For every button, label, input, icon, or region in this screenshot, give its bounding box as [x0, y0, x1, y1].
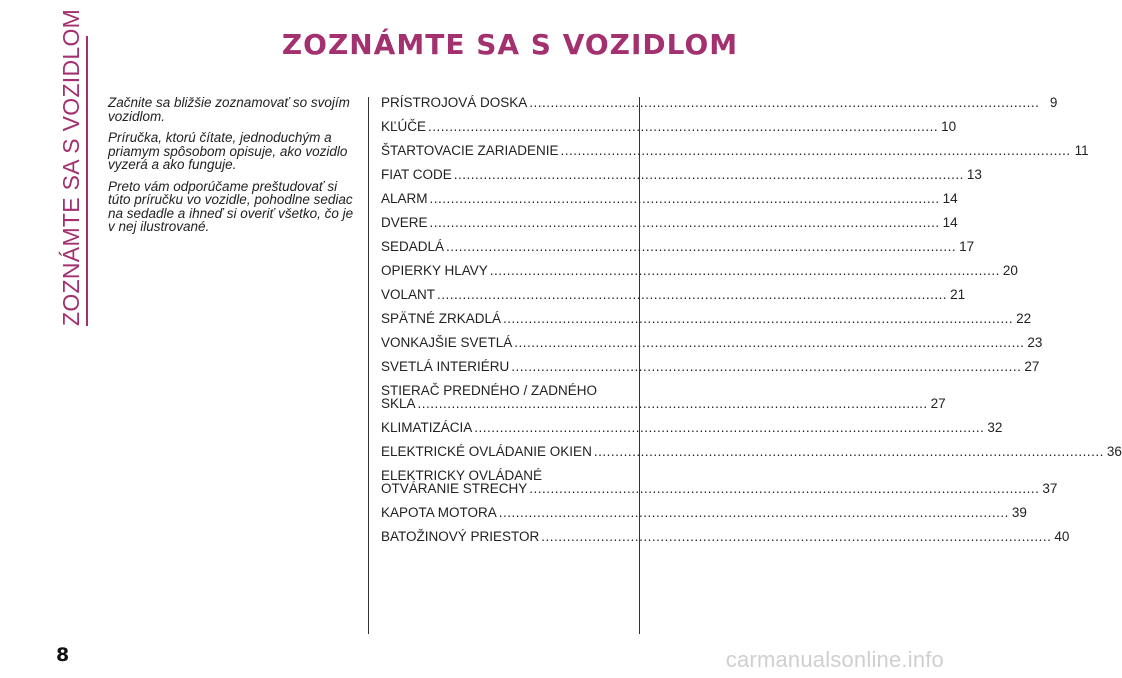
toc-entry[interactable] [381, 420, 1003, 435]
toc-entry[interactable] [381, 119, 957, 134]
toc-entry-line [381, 119, 957, 134]
toc-entry-title: VONKAJŠIE SVETLÁ [381, 335, 513, 350]
toc-entry-title: OPIERKY HLAVY [381, 263, 488, 278]
toc-leader-dots: ........................................................................................................................ [429, 191, 940, 206]
toc-entry-line [381, 167, 982, 182]
toc-entry-line [381, 95, 1058, 110]
toc-entry-line [381, 359, 1040, 374]
toc-entry-title-line1: ELEKTRICKY OVLÁDANÉ [381, 468, 543, 483]
toc-entry-page: 40 [1054, 529, 1070, 544]
toc-entry-page: 17 [959, 239, 975, 254]
toc-entry-page: 21 [950, 287, 966, 302]
toc-entry[interactable] [381, 311, 1032, 326]
toc-entry-title: ŠTARTOVACIE ZARIADENIE [381, 143, 559, 158]
toc-entry[interactable] [381, 529, 1070, 544]
toc-leader-dots: ........................................................................................................................ [417, 396, 928, 411]
toc-entry-page: 13 [966, 167, 982, 182]
toc-entry-page: 27 [930, 396, 946, 411]
toc-entry-page: 22 [1016, 311, 1032, 326]
toc-entry[interactable] [381, 191, 958, 206]
toc-entry-line [381, 215, 958, 230]
toc-leader-dots: ........................................................................................................................ [428, 119, 939, 134]
toc-entry-page: 11 [1074, 143, 1089, 158]
toc-leader-dots: ........................................................................................................................ [429, 215, 940, 230]
toc-entry-title: VOLANT [381, 287, 436, 302]
toc-entry[interactable] [381, 263, 1018, 278]
toc-entry-page: 14 [942, 215, 958, 230]
table-of-contents [381, 95, 1122, 554]
toc-entry-title: ALARM [381, 191, 428, 206]
toc-entry-page: 32 [987, 420, 1003, 435]
toc-entry-line [381, 529, 1070, 544]
toc-entry[interactable] [381, 143, 1089, 158]
toc-entry[interactable] [381, 335, 1043, 350]
toc-entry[interactable] [381, 215, 958, 230]
toc-entry-line [381, 505, 1027, 520]
intro-paragraph-1: Začnite sa bližšie zoznamovať so svojím vozidlom. [108, 95, 350, 124]
side-section-title-text: ZOZNÁMTE SA S VOZIDLOM [58, 8, 84, 326]
toc-entry-page: 20 [1002, 263, 1018, 278]
toc-entry-title: FIAT CODE [381, 167, 452, 182]
toc-leader-dots: ........................................................................................................................ [529, 481, 1040, 496]
toc-leader-dots: ........................................................................................................................ [446, 239, 957, 254]
toc-entry-title: KĽÚČE [381, 119, 427, 134]
toc-entry[interactable] [381, 383, 946, 411]
toc-entry-line [381, 311, 1032, 326]
toc-leader-dots: ........................................................................................................................ [529, 95, 1040, 110]
toc-entry-line [381, 335, 1043, 350]
toc-entry[interactable] [381, 468, 1058, 496]
intro-text [108, 96, 360, 242]
side-accent-rule [86, 36, 88, 326]
toc-entry-line [381, 444, 1122, 459]
toc-entry-page: 27 [1024, 359, 1040, 374]
toc-entry[interactable] [381, 444, 1122, 459]
toc-entry-page: 39 [1011, 505, 1027, 520]
toc-entry-page: 23 [1027, 335, 1043, 350]
toc-leader-dots: ........................................................................................................................ [514, 335, 1025, 350]
intro-paragraph-3: Preto vám odporúčame preštudovať si túto príručku vo vozidle, pohodlne sediac na sedadle a ihneď si overiť všetko, čo je v nej ilustrované. [108, 178, 354, 234]
toc-entry-page: 9 [1049, 95, 1058, 110]
toc-leader-dots: ........................................................................................................................ [489, 263, 1000, 278]
toc-leader-dots: ........................................................................................................................ [503, 311, 1014, 326]
toc-leader-dots: ........................................................................................................................ [498, 505, 1009, 520]
toc-leader-dots: ........................................................................................................................ [437, 287, 948, 302]
page-number: 8 [56, 644, 70, 666]
toc-leader-dots: ........................................................................................................................ [511, 359, 1022, 374]
toc-entry-title-line1: STIERAČ PREDNÉHO / ZADNÉHO [381, 383, 598, 398]
toc-entry-page: 37 [1042, 481, 1058, 496]
toc-entry-line [381, 191, 958, 206]
toc-leader-dots: ........................................................................................................................ [560, 143, 1071, 158]
toc-entry-title: SVETLÁ INTERIÉRU [381, 359, 510, 374]
toc-entry[interactable] [381, 505, 1027, 520]
toc-entry[interactable] [381, 167, 982, 182]
toc-entry-line [381, 420, 1003, 435]
toc-entry-title: PRÍSTROJOVÁ DOSKA [381, 95, 528, 110]
toc-entry-line [381, 239, 975, 254]
toc-entry-title: OTVÁRANIE STRECHY [381, 481, 528, 496]
column-divider-left [368, 97, 369, 634]
toc-entry-line [381, 263, 1018, 278]
page-title: ZOZNÁMTE SA S VOZIDLOM [281, 28, 739, 61]
toc-entry-title: SKLA [381, 396, 416, 411]
toc-entry-title: SPÄTNÉ ZRKADLÁ [381, 311, 502, 326]
toc-entry-title: BATOŽINOVÝ PRIESTOR [381, 529, 540, 544]
toc-leader-dots: ........................................................................................................................ [593, 444, 1104, 459]
toc-leader-dots: ........................................................................................................................ [453, 167, 964, 182]
toc-entry[interactable] [381, 359, 1040, 374]
toc-leader-dots: ........................................................................................................................ [474, 420, 985, 435]
toc-entry-page: 14 [942, 191, 958, 206]
toc-entry-title: ELEKTRICKÉ OVLÁDANIE OKIEN [381, 444, 592, 459]
toc-entry[interactable] [381, 239, 975, 254]
toc-entry-title: KLIMATIZÁCIA [381, 420, 473, 435]
intro-paragraph-2: Príručka, ktorú čítate, jednoduchým a priamym spôsobom opisuje, ako vozidlo vyzerá a ako funguje. [108, 130, 348, 172]
toc-entry-page: 36 [1106, 444, 1122, 459]
toc-entry[interactable] [381, 287, 966, 302]
toc-entry-title: SEDADLÁ [381, 239, 445, 254]
toc-entry-title: KAPOTA MOTORA [381, 505, 497, 520]
toc-entry-line [381, 396, 946, 411]
toc-entry-line [381, 287, 966, 302]
toc-leader-dots: ........................................................................................................................ [541, 529, 1052, 544]
toc-entry-line [381, 143, 1089, 158]
toc-entry[interactable] [381, 95, 1058, 110]
toc-entry-page: 10 [941, 119, 957, 134]
watermark: carmanualsonline.info [725, 647, 944, 672]
toc-entry-line [381, 481, 1058, 496]
toc-entry-title: DVERE [381, 215, 428, 230]
